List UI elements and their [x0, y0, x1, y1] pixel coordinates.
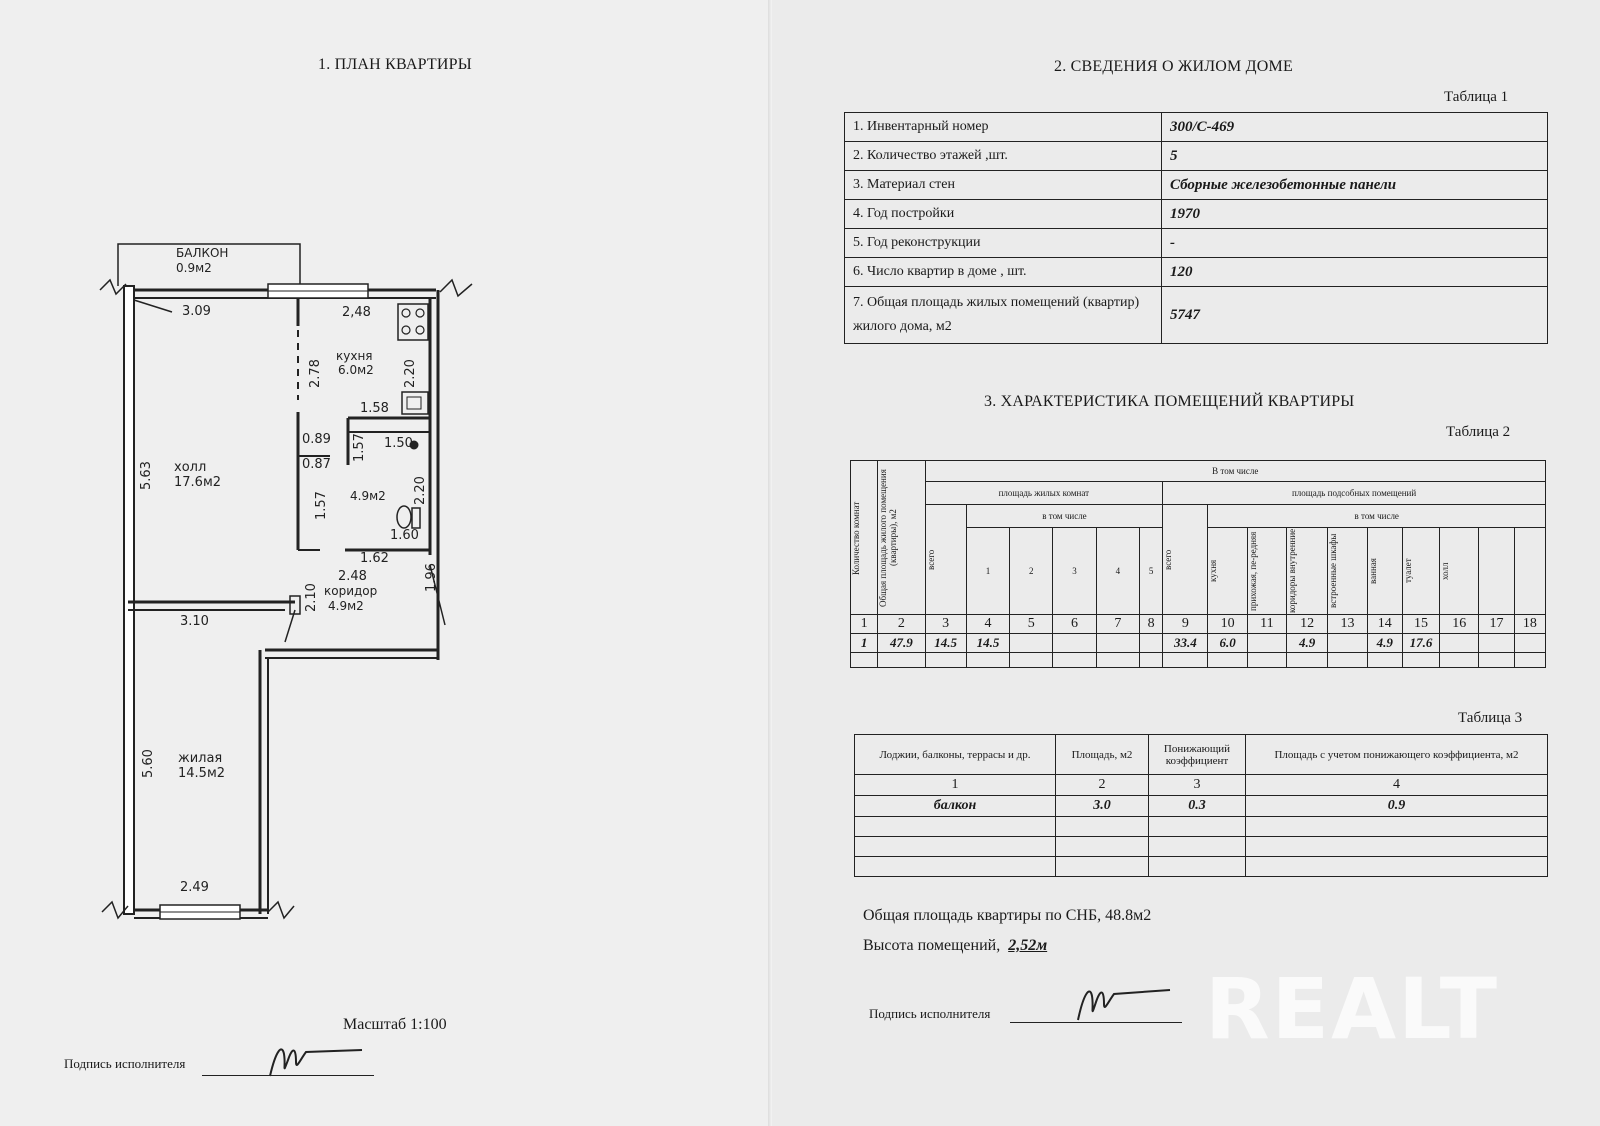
plan-scale: Масштаб 1:100 [343, 1016, 447, 1033]
height-value: 2,52м [1008, 937, 1048, 954]
table-row: 4. Год постройки 1970 [845, 200, 1548, 229]
dim-1-60: 1.60 [390, 528, 419, 543]
dim-3-10: 3.10 [180, 614, 209, 629]
table2-label: Таблица 2 [1446, 424, 1511, 440]
dim-5-60: 5.60 [141, 749, 156, 778]
table1-label: Таблица 1 [1444, 89, 1509, 105]
table-row: 1 2 3 4 5 6 7 8 9 10 11 12 13 14 15 16 17 18 [851, 615, 1546, 634]
plan-heading: 1. ПЛАН КВАРТИРЫ [318, 56, 472, 73]
dim-5-63: 5.63 [139, 461, 154, 490]
rooms-heading: 3. ХАРАКТЕРИСТИКА ПОМЕЩЕНИЙ КВАРТИРЫ [984, 393, 1355, 410]
dim-2-48-corridor: 2.48 [338, 569, 367, 584]
dim-2-10: 2.10 [304, 583, 319, 612]
dim-0-87: 0.87 [302, 457, 331, 472]
kitchen-area: 6.0м2 [338, 363, 374, 377]
house-info-heading: 2. СВЕДЕНИЯ О ЖИЛОМ ДОМЕ [1054, 58, 1293, 75]
dim-1-50: 1.50 [384, 436, 413, 451]
hall-label: холл [174, 460, 207, 475]
dim-3-09: 3.09 [182, 304, 211, 319]
table-row: 3. Материал стен Сборные железобетонные панели [845, 171, 1548, 200]
dim-0-89: 0.89 [302, 432, 331, 447]
dim-1-96: 1.96 [424, 563, 439, 592]
right-signature-label: Подпись исполнителя [869, 1006, 991, 1021]
total-area: Общая площадь квартиры по СНБ, 48.8м2 [863, 907, 1152, 924]
dim-1-57-bath-left: 1.57 [314, 491, 329, 520]
realt-watermark: REALT [1205, 960, 1499, 1058]
table-row: 1 47.9 14.5 14.5 33.4 6.0 4.9 4.9 17.6 [851, 634, 1546, 653]
dim-2-48-top: 2,48 [342, 305, 371, 320]
table3-label: Таблица 3 [1458, 710, 1523, 726]
stove [398, 304, 428, 340]
table-row: 2. Количество этажей ,шт. 5 [845, 142, 1548, 171]
height-label: Высота помещений, [863, 937, 1001, 954]
corridor-label: коридор [324, 584, 378, 598]
dim-2-49: 2.49 [180, 880, 209, 895]
table-row: 6. Число квартир в доме , шт. 120 [845, 258, 1548, 287]
bath-area: 4.9м2 [350, 489, 386, 503]
table-row: 5. Год реконструкции - [845, 229, 1548, 258]
living-label: жилая [178, 751, 223, 766]
page-gutter [768, 0, 772, 1126]
house-info-table [844, 112, 1548, 344]
table-row: 1 2 3 4 [855, 775, 1548, 796]
floor-plan [80, 230, 490, 960]
wall-left [124, 286, 134, 914]
dim-1-57-bath: 1.57 [352, 433, 367, 462]
living-area: 14.5м2 [178, 766, 226, 781]
toilet [397, 506, 411, 528]
table-row: балкон 3.0 0.3 0.9 [855, 796, 1548, 817]
room-height [863, 937, 1047, 955]
corridor-area: 4.9м2 [328, 599, 364, 613]
dim-2-20-bath: 2.20 [413, 476, 428, 505]
balcony-label: БАЛКОН [176, 246, 229, 260]
rooms-table: Количество комнат Общая площадь жилого помещения (квартиры), м2 В том числе площадь жилых комнат площадь подсобных помещений всего в том числе всего в том числе 1 2 3 4 5 кухня прихожая, пе-редняя коридоры внутренние встроенные шкафы ванная туалет холл 1 2 3 4 5 6 7 8 9 10 11 12 13 14 15 16 17 18 1 47.9 14.5 14.5 33.4 6.0 4.9 4.9 17.6 [850, 460, 1546, 668]
table-row: 1. Инвентарный номер 300/С-469 [845, 113, 1548, 142]
balcony-area: 0.9м2 [176, 261, 212, 275]
balconies-table: Лоджии, балконы, террасы и др. Площадь, м2 Понижающий коэффициент Площадь с учетом понижающего коэффициента, м2 1 2 3 4 балкон 3.0 0.3 0.9 [854, 734, 1548, 877]
dim-2-78: 2.78 [308, 359, 323, 388]
dim-2-20-kitchen: 2.20 [403, 359, 418, 388]
table-row: 7. Общая площадь жилых помещений (квартир) жилого дома, м2 5747 [845, 287, 1548, 344]
right-signature-mark [1070, 980, 1180, 1024]
dim-1-62: 1.62 [360, 551, 389, 566]
left-signature-mark [262, 1040, 372, 1080]
left-signature-label: Подпись исполнителя [64, 1056, 186, 1071]
hall-area: 17.6м2 [174, 475, 222, 490]
kitchen-label: кухня [336, 349, 373, 363]
dim-1-58: 1.58 [360, 401, 389, 416]
sink [402, 392, 428, 414]
